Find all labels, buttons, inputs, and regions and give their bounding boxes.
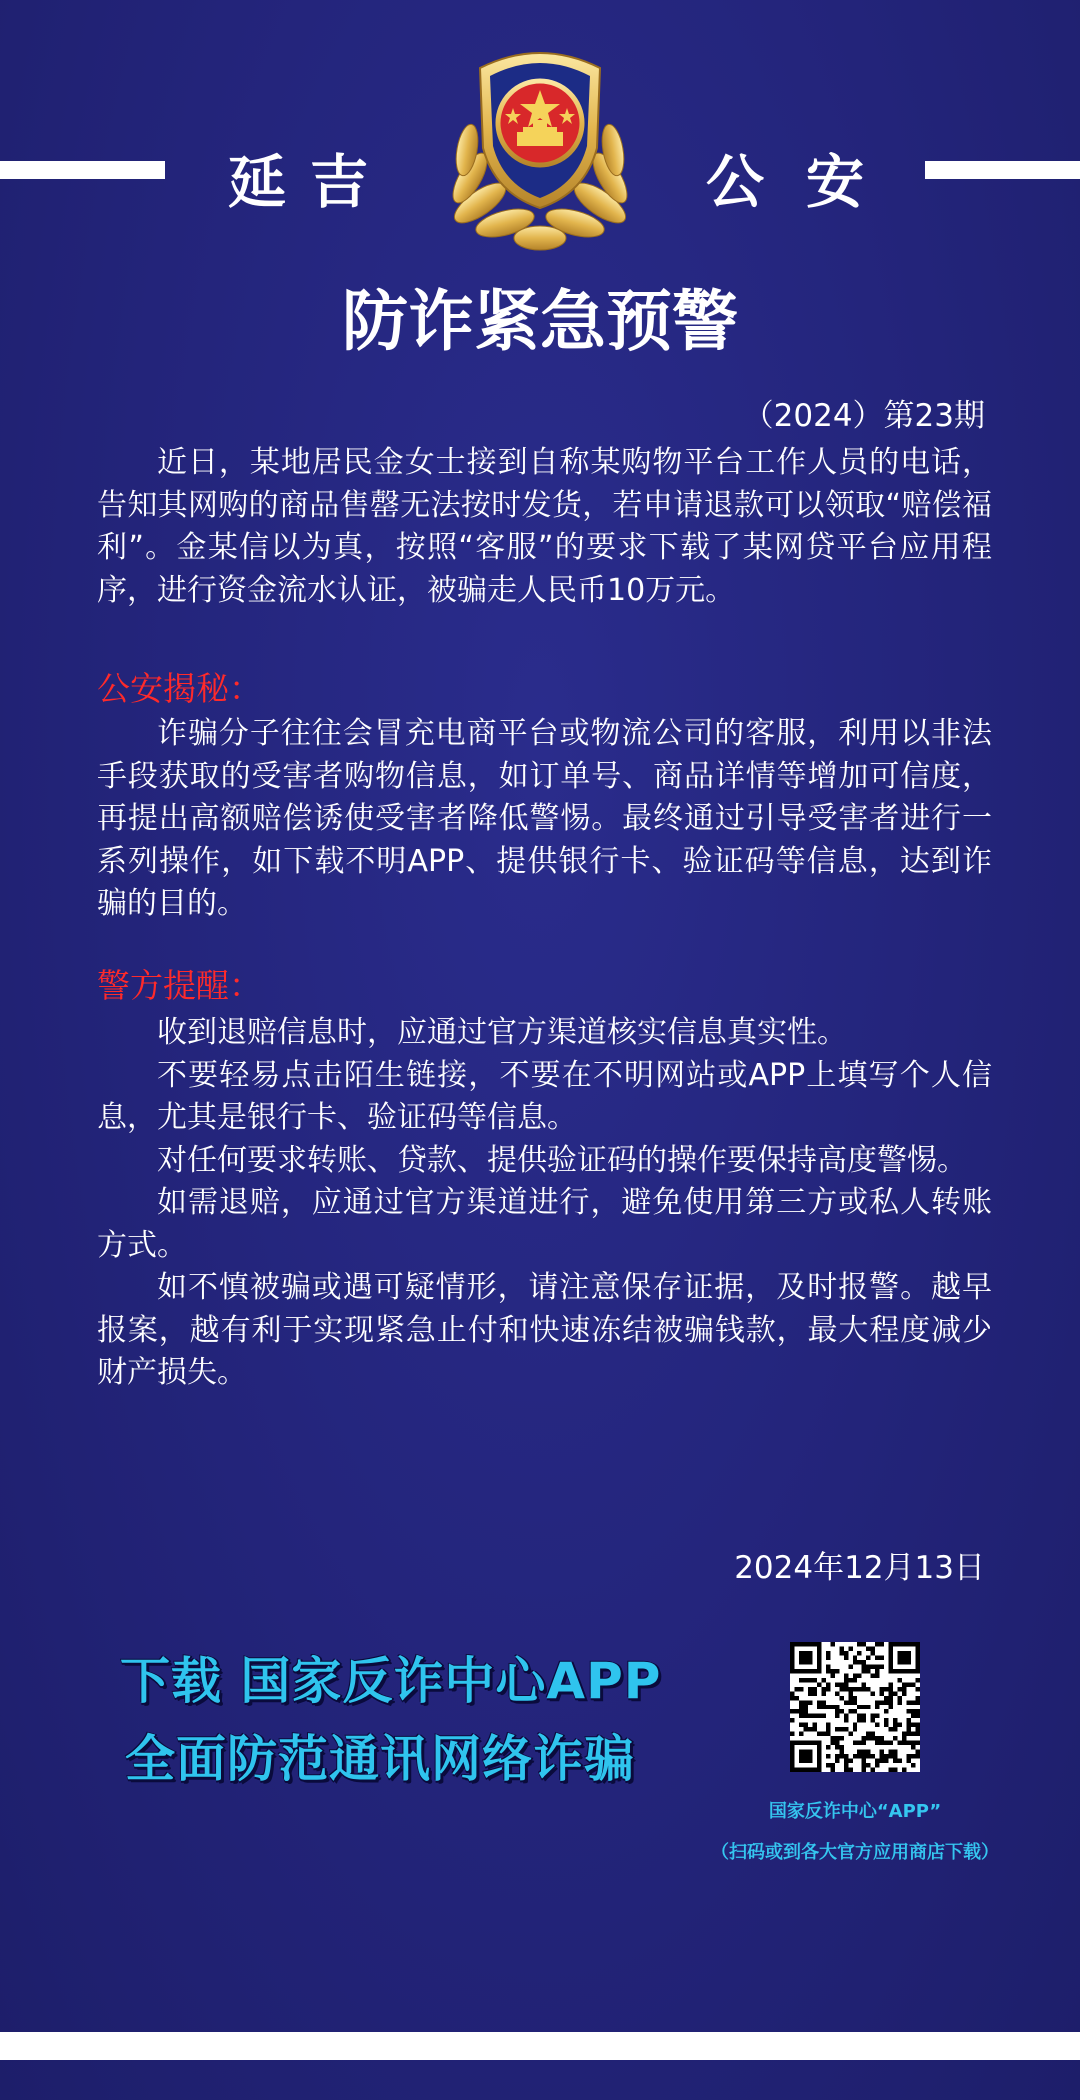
issue-number: （2024）第23期: [742, 398, 985, 434]
header-right-line: [925, 161, 1080, 179]
tip-paragraph: 对任何要求转账、贷款、提供验证码的操作要保持高度警惕。: [157, 1142, 967, 1178]
footer-bar: [0, 2032, 1080, 2060]
tip-paragraph: 如不慎被骗或遇可疑情形，请注意保存证据，及时报警。越早报案，越有利于实现紧急止付和快速冻结被骗钱款，最大程度减少财产损失。: [97, 1270, 992, 1390]
issue-date: 2024年12月13日: [734, 1550, 985, 1586]
tip-paragraph: 不要轻易点击陌生链接，不要在不明网站或APP上填写个人信息，尤其是银行卡、验证码等信息。: [97, 1057, 992, 1135]
qr-code-icon[interactable]: [790, 1642, 920, 1772]
police-emblem-icon: [425, 28, 655, 258]
intro-paragraph: 近日，某地居民金女士接到自称某购物平台工作人员的电话，告知其网购的商品售罄无法按时发货，若申请退款可以领取“赔偿福利”。金某信以为真，按照“客服”的要求下载了某网贷平台应用程序，进行资金流水认证，被骗走人民币10万元。: [97, 445, 992, 608]
intro-section: [97, 442, 992, 612]
header-left-line: [0, 161, 165, 179]
tips-section: [97, 1012, 992, 1395]
header-char-yan: 延: [228, 148, 287, 216]
reveal-section: [97, 713, 992, 926]
tip-paragraph: 如需退赔，应通过官方渠道进行，避免使用第三方或私人转账方式。: [97, 1185, 992, 1263]
tip-paragraph: 收到退赔信息时，应通过官方渠道核实信息真实性。: [157, 1015, 847, 1050]
header-char-ji: 吉: [310, 148, 369, 216]
slogan-line-2: 全面防范通讯网络诈骗: [125, 1730, 635, 1788]
reveal-heading: 公安揭秘：: [97, 669, 262, 708]
slogan-line-1: 下载 国家反诈中心APP: [120, 1652, 662, 1710]
qr-caption-download-hint: （扫码或到各大官方应用商店下载）: [711, 1842, 999, 1863]
header-char-an: 安: [806, 148, 865, 216]
page-title: 防诈紧急预警: [342, 283, 738, 360]
reveal-paragraph: 诈骗分子往往会冒充电商平台或物流公司的客服，利用以非法手段获取的受害者购物信息，如订单号、商品详情等增加可信度，再提出高额赔偿诱使受害者降低警惕。最终通过引导受害者进行一系列操作，如下载不明APP、提供银行卡、验证码等信息，达到诈骗的目的。: [97, 716, 992, 921]
header-char-gong: 公: [706, 148, 765, 216]
tips-heading: 警方提醒：: [97, 966, 262, 1005]
qr-caption-app-name: 国家反诈中心“APP”: [768, 1801, 942, 1822]
